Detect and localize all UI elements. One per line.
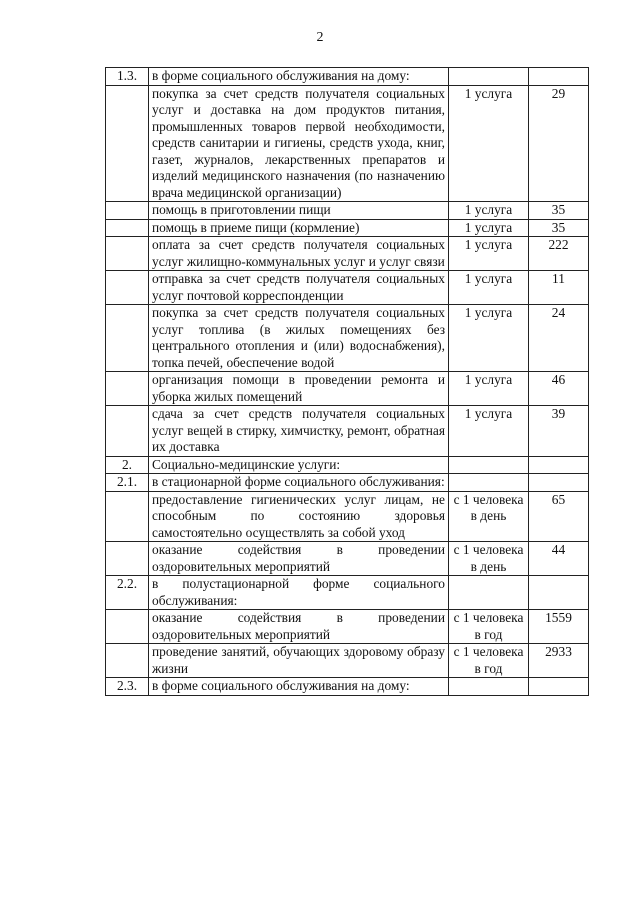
service-description: организация помощи в проведении ремонта и уборка жилых помещений [149, 372, 449, 406]
service-description: в форме социального обслуживания на дому: [149, 68, 449, 86]
row-number [106, 305, 149, 372]
service-value: 29 [529, 85, 589, 202]
service-value: 2933 [529, 644, 589, 678]
service-unit [449, 474, 529, 492]
service-unit: 1 услуга [449, 237, 529, 271]
table-row [106, 372, 589, 406]
row-number [106, 406, 149, 457]
row-number [106, 491, 149, 542]
table-row [106, 644, 589, 678]
service-description: оказание содействия в проведении оздоровительных мероприятий [149, 610, 449, 644]
service-description: Социально-медицинские услуги: [149, 456, 449, 474]
row-number [106, 610, 149, 644]
service-value [529, 678, 589, 696]
table-row [106, 576, 589, 610]
service-unit: 1 услуга [449, 202, 529, 220]
table-row [106, 68, 589, 86]
row-number [106, 237, 149, 271]
table-row [106, 610, 589, 644]
service-unit: 1 услуга [449, 372, 529, 406]
service-description: проведение занятий, обучающих здоровому образу жизни [149, 644, 449, 678]
service-value: 24 [529, 305, 589, 372]
service-value [529, 68, 589, 86]
service-unit: 1 услуга [449, 305, 529, 372]
service-unit: с 1 человека в год [449, 644, 529, 678]
row-number [106, 644, 149, 678]
table-row [106, 202, 589, 220]
service-unit [449, 678, 529, 696]
table-row [106, 237, 589, 271]
service-value: 44 [529, 542, 589, 576]
service-description: в полустационарной форме социального обслуживания: [149, 576, 449, 610]
service-unit: с 1 человека в день [449, 542, 529, 576]
service-unit [449, 576, 529, 610]
row-number [106, 219, 149, 237]
service-value: 39 [529, 406, 589, 457]
service-description: в форме социального обслуживания на дому: [149, 678, 449, 696]
service-unit: 1 услуга [449, 219, 529, 237]
table-row [106, 542, 589, 576]
service-value [529, 474, 589, 492]
row-number [106, 271, 149, 305]
service-description: помощь в приеме пищи (кормление) [149, 219, 449, 237]
service-description: в стационарной форме социального обслуживания: [149, 474, 449, 492]
row-number [106, 372, 149, 406]
table-row [106, 219, 589, 237]
row-number: 2.1. [106, 474, 149, 492]
service-value: 35 [529, 219, 589, 237]
service-value: 11 [529, 271, 589, 305]
service-description: сдача за счет средств получателя социальных услуг вещей в стирку, химчистку, ремонт, обратная их доставка [149, 406, 449, 457]
service-value: 222 [529, 237, 589, 271]
row-number [106, 542, 149, 576]
table-row [106, 491, 589, 542]
table-row [106, 406, 589, 457]
table-row [106, 85, 589, 202]
row-number [106, 85, 149, 202]
table-row [106, 474, 589, 492]
services-table [105, 67, 589, 696]
service-value: 35 [529, 202, 589, 220]
service-unit: с 1 человека в год [449, 610, 529, 644]
service-unit [449, 456, 529, 474]
table-row [106, 271, 589, 305]
service-description: отправка за счет средств получателя социальных услуг почтовой корреспонденции [149, 271, 449, 305]
service-unit: 1 услуга [449, 85, 529, 202]
service-description: предоставление гигиенических услуг лицам, не способным по состоянию здоровья самостоятельно осуществлять за собой уход [149, 491, 449, 542]
service-description: оказание содействия в проведении оздоровительных мероприятий [149, 542, 449, 576]
page-number: 2 [316, 30, 324, 45]
row-number: 2.3. [106, 678, 149, 696]
table-row [106, 305, 589, 372]
service-value [529, 576, 589, 610]
table-row [106, 678, 589, 696]
service-value: 1559 [529, 610, 589, 644]
service-unit: с 1 человека в день [449, 491, 529, 542]
row-number: 2.2. [106, 576, 149, 610]
services-table-body [106, 68, 589, 696]
service-unit [449, 68, 529, 86]
table-row [106, 456, 589, 474]
row-number: 2. [106, 456, 149, 474]
row-number [106, 202, 149, 220]
service-unit: 1 услуга [449, 271, 529, 305]
service-description: покупка за счет средств получателя социальных услуг топлива (в жилых помещениях без центрального отопления и (или) водоснабжения), топка печей, обеспечение водой [149, 305, 449, 372]
service-value: 46 [529, 372, 589, 406]
row-number: 1.3. [106, 68, 149, 86]
service-value: 65 [529, 491, 589, 542]
service-description: помощь в приготовлении пищи [149, 202, 449, 220]
service-description: покупка за счет средств получателя социальных услуг и доставка на дом продуктов питания, промышленных товаров первой необходимости, средств санитарии и гигиены, средств ухода, книг, газет, журналов, лекарственных препаратов и изделий медицинского назначения (по назначению врача медицинской организации) [149, 85, 449, 202]
service-unit: 1 услуга [449, 406, 529, 457]
service-value [529, 456, 589, 474]
service-description: оплата за счет средств получателя социальных услуг жилищно-коммунальных услуг и услуг связи [149, 237, 449, 271]
